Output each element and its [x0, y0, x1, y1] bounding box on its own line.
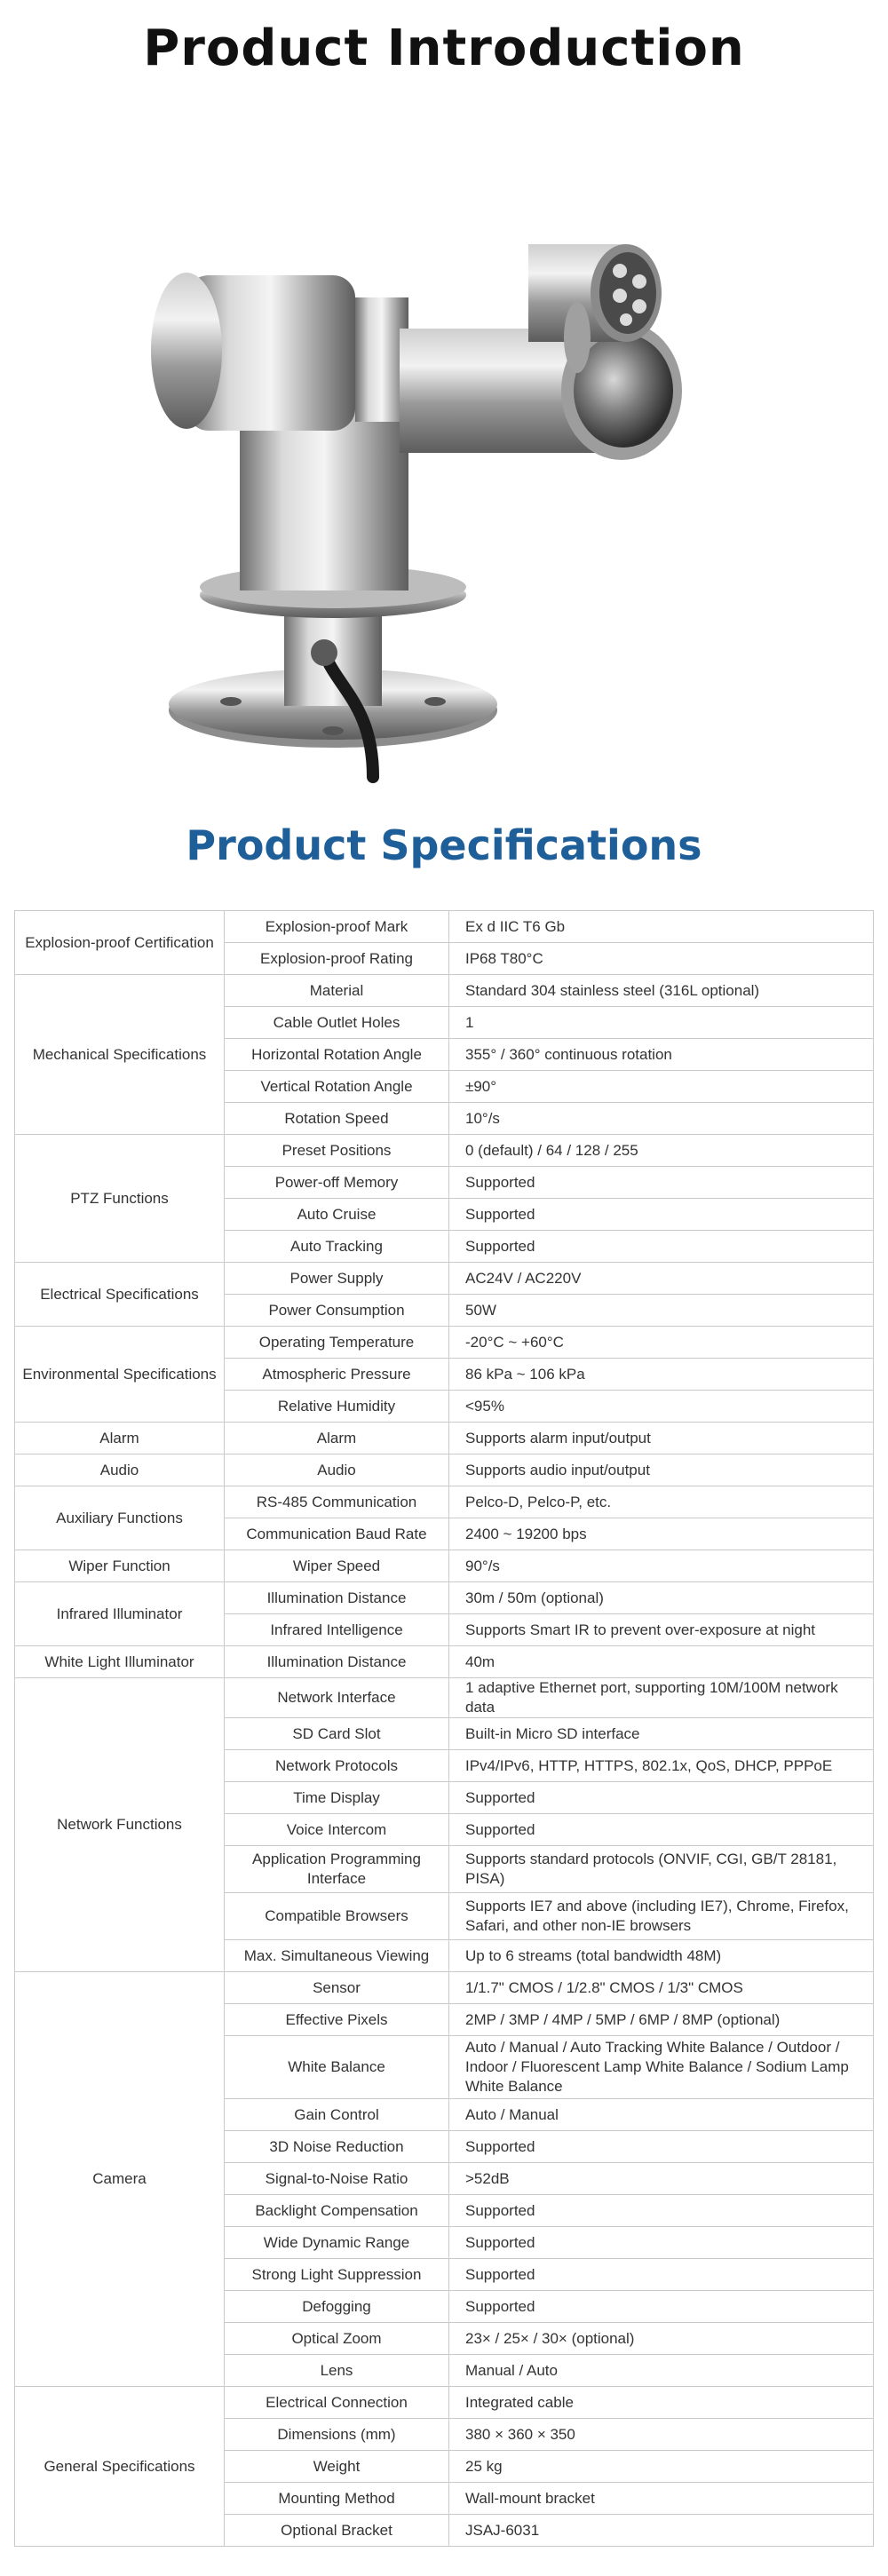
spec-key: Optional Bracket: [225, 2515, 449, 2547]
spec-table: [14, 910, 874, 2547]
spec-key: Material: [225, 975, 449, 1007]
spec-value: Up to 6 streams (total bandwidth 48M): [449, 1940, 874, 1972]
spec-key: Preset Positions: [225, 1135, 449, 1167]
spec-key: Electrical Connection: [225, 2387, 449, 2419]
spec-key: Wiper Speed: [225, 1550, 449, 1582]
spec-row: [15, 1135, 874, 1167]
spec-value: 380 × 360 × 350: [449, 2419, 874, 2451]
spec-row: [15, 1454, 874, 1486]
spec-key: Lens: [225, 2355, 449, 2387]
spec-value: IPv4/IPv6, HTTP, HTTPS, 802.1x, QoS, DHCP, PPPoE: [449, 1750, 874, 1782]
spec-value: Standard 304 stainless steel (316L optional): [449, 975, 874, 1007]
spec-key: Auto Cruise: [225, 1199, 449, 1231]
spec-value: 90°/s: [449, 1550, 874, 1582]
spec-key: Communication Baud Rate: [225, 1518, 449, 1550]
spec-key: Explosion-proof Mark: [225, 911, 449, 943]
spec-value: 23× / 25× / 30× (optional): [449, 2323, 874, 2355]
spec-key: Strong Light Suppression: [225, 2259, 449, 2291]
section-title: Product Specifications: [186, 821, 702, 869]
spec-value: 1 adaptive Ethernet port, supporting 10M/100M network data: [449, 1678, 874, 1718]
spec-value: 1: [449, 1007, 874, 1039]
spec-key: Auto Tracking: [225, 1231, 449, 1263]
spec-row: [15, 1646, 874, 1678]
spec-value: Ex d IIC T6 Gb: [449, 911, 874, 943]
spec-key: Vertical Rotation Angle: [225, 1071, 449, 1103]
spec-key: Network Protocols: [225, 1750, 449, 1782]
spec-value: ±90°: [449, 1071, 874, 1103]
spec-value: Supports IE7 and above (including IE7), Chrome, Firefox, Safari, and other non-IE browsers: [449, 1893, 874, 1940]
spec-value: Supported: [449, 1782, 874, 1814]
spec-value: -20°C ~ +60°C: [449, 1327, 874, 1359]
spec-group-name: Explosion-proof Certification: [15, 911, 225, 975]
spec-key: Operating Temperature: [225, 1327, 449, 1359]
spec-value: 40m: [449, 1646, 874, 1678]
spec-key: Compatible Browsers: [225, 1893, 449, 1940]
spec-key: Network Interface: [225, 1678, 449, 1718]
spec-value: Supported: [449, 2227, 874, 2259]
spec-value: Supports alarm input/output: [449, 1423, 874, 1454]
spec-row: [15, 1550, 874, 1582]
spec-key: 3D Noise Reduction: [225, 2131, 449, 2163]
spec-group-name: Electrical Specifications: [15, 1263, 225, 1327]
spec-group-name: Mechanical Specifications: [15, 975, 225, 1135]
spec-value: 355° / 360° continuous rotation: [449, 1039, 874, 1071]
spec-key: Atmospheric Pressure: [225, 1359, 449, 1391]
spec-key: Weight: [225, 2451, 449, 2483]
spec-group-name: PTZ Functions: [15, 1135, 225, 1263]
spec-key: Rotation Speed: [225, 1103, 449, 1135]
spec-row: [15, 975, 874, 1007]
spec-key: Backlight Compensation: [225, 2195, 449, 2227]
spec-group-name: Wiper Function: [15, 1550, 225, 1582]
spec-value: 86 kPa ~ 106 kPa: [449, 1359, 874, 1391]
spec-value: 25 kg: [449, 2451, 874, 2483]
spec-value: Supported: [449, 2259, 874, 2291]
spec-group-name: Alarm: [15, 1423, 225, 1454]
spec-key: Illumination Distance: [225, 1582, 449, 1614]
spec-key: Audio: [225, 1454, 449, 1486]
spec-value: Built-in Micro SD interface: [449, 1718, 874, 1750]
spec-value: Supported: [449, 1814, 874, 1846]
spec-key: Wide Dynamic Range: [225, 2227, 449, 2259]
spec-value: 0 (default) / 64 / 128 / 255: [449, 1135, 874, 1167]
spec-group-name: Network Functions: [15, 1678, 225, 1972]
spec-value: 30m / 50m (optional): [449, 1582, 874, 1614]
spec-value: 10°/s: [449, 1103, 874, 1135]
spec-key: Power Consumption: [225, 1295, 449, 1327]
spec-key: Signal-to-Noise Ratio: [225, 2163, 449, 2195]
spec-value: Supported: [449, 1231, 874, 1263]
spec-value: Manual / Auto: [449, 2355, 874, 2387]
spec-value: 2MP / 3MP / 4MP / 5MP / 6MP / 8MP (optional): [449, 2004, 874, 2036]
page-title: Product Introduction: [143, 20, 745, 77]
spec-key: Infrared Intelligence: [225, 1614, 449, 1646]
spec-value: JSAJ-6031: [449, 2515, 874, 2547]
spec-value: 1/1.7" CMOS / 1/2.8" CMOS / 1/3" CMOS: [449, 1972, 874, 2004]
spec-value: 2400 ~ 19200 bps: [449, 1518, 874, 1550]
spec-key: Explosion-proof Rating: [225, 943, 449, 975]
product-photo: [133, 191, 755, 795]
spec-value: Auto / Manual: [449, 2099, 874, 2131]
spec-key: Relative Humidity: [225, 1391, 449, 1423]
spec-row: [15, 1263, 874, 1295]
spec-key: Voice Intercom: [225, 1814, 449, 1846]
spec-key: Alarm: [225, 1423, 449, 1454]
spec-value: Supported: [449, 2195, 874, 2227]
spec-key: Time Display: [225, 1782, 449, 1814]
spec-value: Supported: [449, 2131, 874, 2163]
spec-group-name: White Light Illuminator: [15, 1646, 225, 1678]
spec-value: Supports audio input/output: [449, 1454, 874, 1486]
spec-value: <95%: [449, 1391, 874, 1423]
spec-key: Gain Control: [225, 2099, 449, 2131]
spec-key: RS-485 Communication: [225, 1486, 449, 1518]
spec-group-name: Environmental Specifications: [15, 1327, 225, 1423]
spec-row: [15, 2387, 874, 2419]
spec-key: Mounting Method: [225, 2483, 449, 2515]
spec-key: Defogging: [225, 2291, 449, 2323]
spec-value: Supported: [449, 1199, 874, 1231]
spec-group-name: Infrared Illuminator: [15, 1582, 225, 1646]
spec-group-name: Camera: [15, 1972, 225, 2387]
spec-key: Dimensions (mm): [225, 2419, 449, 2451]
spec-value: AC24V / AC220V: [449, 1263, 874, 1295]
spec-value: Auto / Manual / Auto Tracking White Balance / Outdoor / Indoor / Fluorescent Lamp White Balance / Sodium Lamp White Balance: [449, 2036, 874, 2099]
spec-key: Optical Zoom: [225, 2323, 449, 2355]
spec-value: Supports standard protocols (ONVIF, CGI, GB/T 28181, PISA): [449, 1846, 874, 1893]
spec-key: Sensor: [225, 1972, 449, 2004]
spec-key: Application Programming Interface: [225, 1846, 449, 1893]
spec-group-name: General Specifications: [15, 2387, 225, 2547]
spec-key: Cable Outlet Holes: [225, 1007, 449, 1039]
spec-value: 50W: [449, 1295, 874, 1327]
spec-value: Wall-mount bracket: [449, 2483, 874, 2515]
spec-value: >52dB: [449, 2163, 874, 2195]
spec-value: Supported: [449, 2291, 874, 2323]
spec-value: Supported: [449, 1167, 874, 1199]
spec-value: Pelco-D, Pelco-P, etc.: [449, 1486, 874, 1518]
spec-value: Integrated cable: [449, 2387, 874, 2419]
spec-key: Max. Simultaneous Viewing: [225, 1940, 449, 1972]
spec-key: Power Supply: [225, 1263, 449, 1295]
spec-group-name: Auxiliary Functions: [15, 1486, 225, 1550]
spec-row: [15, 1327, 874, 1359]
spec-key: Power-off Memory: [225, 1167, 449, 1199]
spec-row: [15, 1486, 874, 1518]
spec-value: IP68 T80°C: [449, 943, 874, 975]
spec-key: Horizontal Rotation Angle: [225, 1039, 449, 1071]
spec-key: Effective Pixels: [225, 2004, 449, 2036]
spec-group-name: Audio: [15, 1454, 225, 1486]
spec-key: SD Card Slot: [225, 1718, 449, 1750]
spec-row: [15, 1972, 874, 2004]
spec-row: [15, 1582, 874, 1614]
spec-value: Supports Smart IR to prevent over-exposure at night: [449, 1614, 874, 1646]
spec-row: [15, 911, 874, 943]
spec-row: [15, 1678, 874, 1718]
spec-key: White Balance: [225, 2036, 449, 2099]
spec-row: [15, 1423, 874, 1454]
spec-key: Illumination Distance: [225, 1646, 449, 1678]
